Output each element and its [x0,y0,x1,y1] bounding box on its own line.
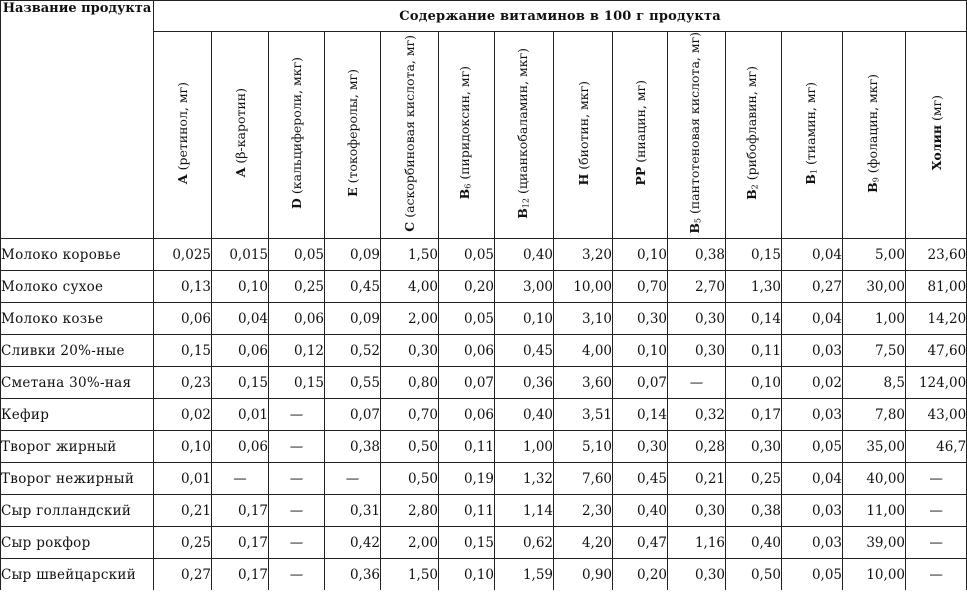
value-cell: 0,28 [668,431,726,463]
value-cell: 0,23 [154,367,212,399]
value-cell: 0,47 [613,527,668,559]
column-header-1: A (β-каротин) [212,32,269,239]
value-cell: 0,09 [325,239,381,271]
value-cell: 43,00 [906,399,967,431]
value-cell: 3,60 [554,367,613,399]
value-cell: 0,38 [668,239,726,271]
value-cell: 81,00 [906,271,967,303]
value-cell: 0,04 [782,463,843,495]
value-cell: 46,7 [906,431,967,463]
value-cell: 0,04 [782,303,843,335]
value-cell: 3,00 [495,271,554,303]
value-cell: 0,62 [495,527,554,559]
value-cell: 0,30 [726,431,782,463]
column-header-3: E (токоферолы, мг) [325,32,381,239]
value-cell: 0,05 [782,431,843,463]
value-cell: 11,00 [843,495,906,527]
value-cell: 2,30 [554,495,613,527]
column-header-8: PP (ниацин, мг) [613,32,668,239]
value-cell: 0,06 [154,303,212,335]
value-cell: 0,15 [439,527,495,559]
value-cell: 0,20 [439,271,495,303]
value-cell: 0,21 [668,463,726,495]
value-cell: 0,50 [381,431,439,463]
value-cell: 0,36 [325,559,381,591]
value-cell: 0,40 [495,239,554,271]
value-cell: 0,05 [269,239,325,271]
value-cell: 10,00 [843,559,906,591]
value-cell: 0,30 [668,303,726,335]
value-cell: 0,70 [613,271,668,303]
value-cell: — [212,463,269,495]
value-cell: 14,20 [906,303,967,335]
value-cell: 0,025 [154,239,212,271]
vitamin-content-header: Содержание витаминов в 100 г продукта [154,1,967,32]
value-cell: 4,00 [381,271,439,303]
value-cell: 2,00 [381,303,439,335]
value-cell: 3,51 [554,399,613,431]
value-cell: 0,38 [726,495,782,527]
value-cell: 1,30 [726,271,782,303]
value-cell: 0,30 [668,495,726,527]
value-cell: 0,10 [495,303,554,335]
value-cell: 0,05 [439,303,495,335]
value-cell: 0,50 [726,559,782,591]
product-name: Сыр рокфор [1,527,154,559]
product-name: Молоко сухое [1,271,154,303]
value-cell: 2,00 [381,527,439,559]
value-cell: 0,02 [782,367,843,399]
value-cell: 0,52 [325,335,381,367]
column-header-4: C (аскорбиновая кислота, мг) [381,32,439,239]
column-header-10: $B_2$ (рибофлавин, мг) [726,32,782,239]
value-cell: 0,11 [439,431,495,463]
column-header-0: A (ретинол, мг) [154,32,212,239]
value-cell: 0,14 [613,399,668,431]
value-cell: 0,40 [613,495,668,527]
value-cell: 0,31 [325,495,381,527]
value-cell: 47,60 [906,335,967,367]
value-cell: 0,27 [154,559,212,591]
value-cell: 1,59 [495,559,554,591]
value-cell: 0,17 [212,559,269,591]
product-name-header: Название продукта [1,1,154,239]
value-cell: 0,04 [212,303,269,335]
value-cell: 1,00 [495,431,554,463]
value-cell: 0,03 [782,335,843,367]
value-cell: 0,10 [154,431,212,463]
value-cell: 4,20 [554,527,613,559]
value-cell: 0,38 [325,431,381,463]
table-row [1,303,967,335]
value-cell: — [906,559,967,591]
value-cell: — [325,463,381,495]
value-cell: 1,32 [495,463,554,495]
value-cell: 0,80 [381,367,439,399]
value-cell: 0,36 [495,367,554,399]
product-name: Сметана 30%-ная [1,367,154,399]
value-cell: 0,06 [439,399,495,431]
value-cell: 0,70 [381,399,439,431]
value-cell: 7,50 [843,335,906,367]
product-name: Кефир [1,399,154,431]
value-cell: 0,19 [439,463,495,495]
value-cell: 0,25 [269,271,325,303]
value-cell: 0,17 [212,495,269,527]
table-row [1,527,967,559]
value-cell: 0,03 [782,495,843,527]
value-cell: 10,00 [554,271,613,303]
value-cell: 0,45 [495,335,554,367]
value-cell: 0,21 [154,495,212,527]
value-cell: 0,55 [325,367,381,399]
value-cell: 0,11 [439,495,495,527]
value-cell: — [269,527,325,559]
table-row [1,431,967,463]
value-cell: 1,16 [668,527,726,559]
value-cell: 0,90 [554,559,613,591]
value-cell: 0,06 [212,431,269,463]
value-cell: 0,17 [726,399,782,431]
value-cell: 3,20 [554,239,613,271]
value-cell: 3,10 [554,303,613,335]
value-cell: — [269,559,325,591]
product-name: Сливки 20%-ные [1,335,154,367]
product-name: Молоко козье [1,303,154,335]
value-cell: 0,10 [613,335,668,367]
value-cell: 30,00 [843,271,906,303]
value-cell: 0,45 [613,463,668,495]
product-name: Творог жирный [1,431,154,463]
value-cell: 5,10 [554,431,613,463]
column-header-11: $B_1$ (тиамин, мг) [782,32,843,239]
value-cell: 0,06 [269,303,325,335]
value-cell: 0,30 [613,303,668,335]
table-body [1,239,967,591]
value-cell: 1,50 [381,239,439,271]
value-cell: 0,50 [381,463,439,495]
value-cell: 0,01 [212,399,269,431]
value-cell: 0,015 [212,239,269,271]
value-cell: 40,00 [843,463,906,495]
column-header-13: Холин (мг) [906,32,967,239]
column-header-2: D (кальцифероли, мкг) [269,32,325,239]
value-cell: 0,32 [668,399,726,431]
value-cell: 0,10 [613,239,668,271]
value-cell: 0,20 [613,559,668,591]
value-cell: 2,70 [668,271,726,303]
value-cell: 0,25 [154,527,212,559]
value-cell: 0,02 [154,399,212,431]
value-cell: 4,00 [554,335,613,367]
value-cell: 0,15 [726,239,782,271]
value-cell: 0,10 [439,559,495,591]
value-cell: 0,07 [439,367,495,399]
value-cell: 0,05 [782,559,843,591]
value-cell: — [269,463,325,495]
value-cell: 35,00 [843,431,906,463]
value-cell: — [269,495,325,527]
value-cell: 0,42 [325,527,381,559]
value-cell: 2,80 [381,495,439,527]
value-cell: 0,10 [726,367,782,399]
value-cell: — [906,463,967,495]
value-cell: — [906,527,967,559]
value-cell: 124,00 [906,367,967,399]
value-cell: 0,04 [782,239,843,271]
column-header-6: $B_{12}$ (цианкобаламин, мкг) [495,32,554,239]
value-cell: 0,14 [726,303,782,335]
column-header-5: $B_6$ (пиридоксин, мг) [439,32,495,239]
value-cell: 0,05 [439,239,495,271]
table-row [1,559,967,591]
table-row [1,463,967,495]
value-cell: 0,09 [325,303,381,335]
column-header-7: H (биотин, мкг) [554,32,613,239]
column-header-9: $B_5$ (пантотеновая кислота, мг) [668,32,726,239]
value-cell: 0,01 [154,463,212,495]
value-cell: 0,03 [782,527,843,559]
value-cell: 1,14 [495,495,554,527]
value-cell: 0,07 [613,367,668,399]
value-cell: 1,00 [843,303,906,335]
table-row [1,335,967,367]
product-name: Сыр швейцарский [1,559,154,591]
value-cell: 0,17 [212,527,269,559]
value-cell: — [269,399,325,431]
table-row [1,271,967,303]
value-cell: 0,15 [154,335,212,367]
value-cell: 0,30 [613,431,668,463]
column-header-12: $B_9$ (фолацин, мкг) [843,32,906,239]
value-cell: 0,40 [495,399,554,431]
value-cell: — [906,495,967,527]
table-row [1,495,967,527]
value-cell: 7,60 [554,463,613,495]
value-cell: 0,45 [325,271,381,303]
value-cell: 1,50 [381,559,439,591]
value-cell: 5,00 [843,239,906,271]
value-cell: 0,07 [325,399,381,431]
value-cell: 23,60 [906,239,967,271]
product-name: Молоко коровье [1,239,154,271]
value-cell: 0,25 [726,463,782,495]
value-cell: 0,11 [726,335,782,367]
value-cell: 39,00 [843,527,906,559]
product-name: Творог нежирный [1,463,154,495]
value-cell: 0,27 [782,271,843,303]
value-cell: 0,03 [782,399,843,431]
value-cell: 0,10 [212,271,269,303]
table-row [1,399,967,431]
value-cell: 0,30 [668,559,726,591]
value-cell: 8,5 [843,367,906,399]
value-cell: 0,15 [269,367,325,399]
value-cell: 0,06 [439,335,495,367]
value-cell: 0,30 [668,335,726,367]
value-cell: 0,15 [212,367,269,399]
value-cell: — [269,431,325,463]
value-cell: 0,06 [212,335,269,367]
value-cell: 7,80 [843,399,906,431]
table-row [1,239,967,271]
table-row [1,367,967,399]
value-cell: 0,13 [154,271,212,303]
value-cell: 0,30 [381,335,439,367]
value-cell: 0,12 [269,335,325,367]
value-cell: 0,40 [726,527,782,559]
value-cell: — [668,367,726,399]
product-name: Сыр голландский [1,495,154,527]
